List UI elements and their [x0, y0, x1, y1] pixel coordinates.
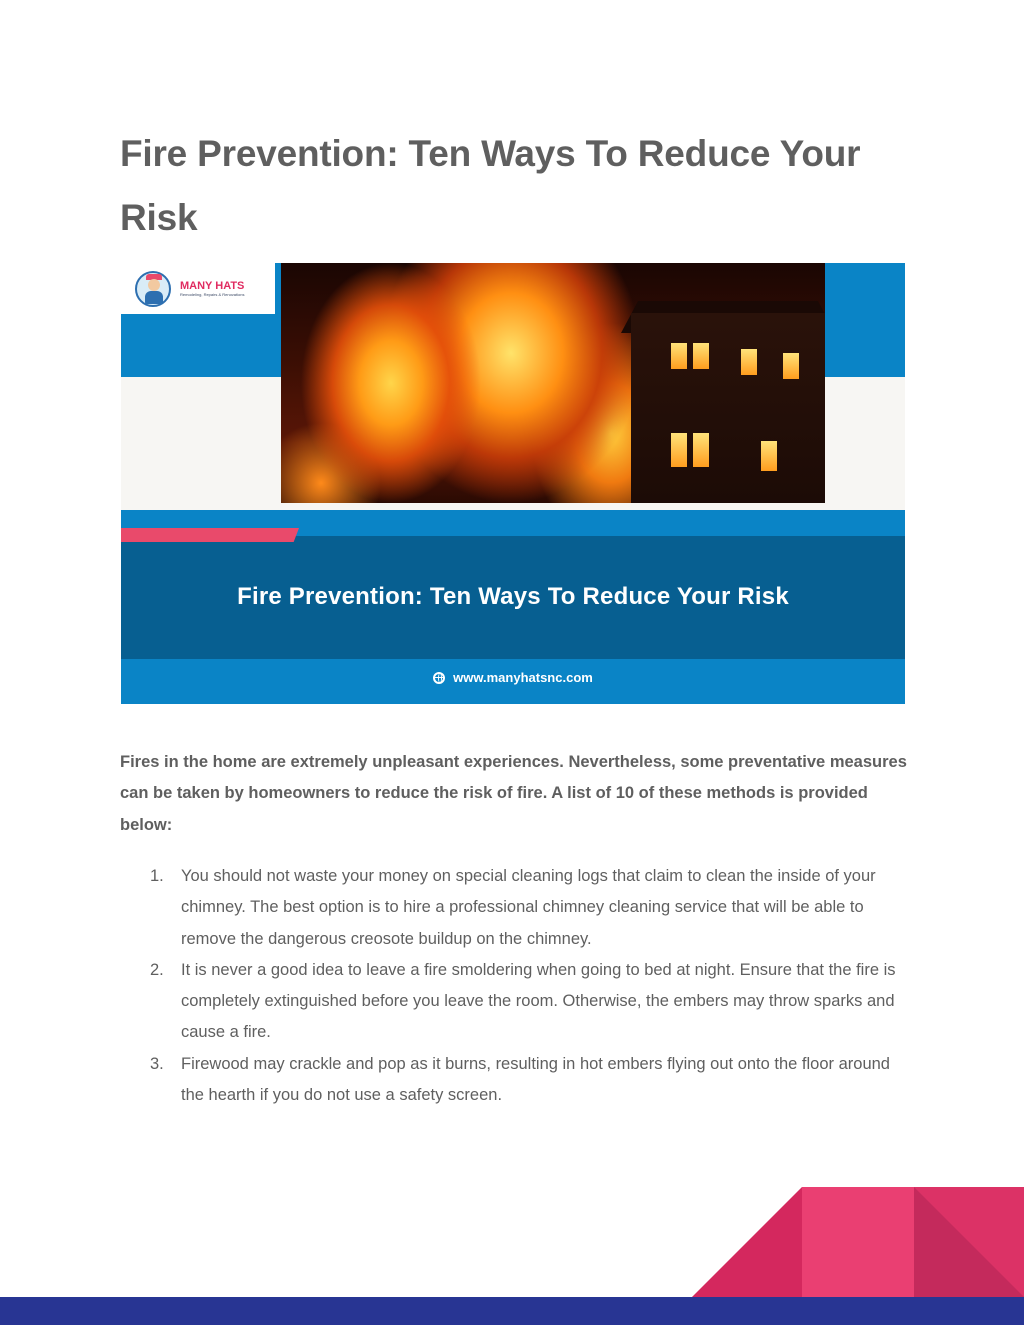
banner-url [121, 670, 905, 685]
list-item [0, 861, 901, 955]
corner-block-middle [802, 1187, 914, 1297]
page-title: Fire Prevention: Ten Ways To Reduce Your Risk [120, 133, 861, 238]
corner-block-shadow [914, 1187, 1024, 1297]
featured-banner-image [121, 263, 905, 704]
handyman-mascot-icon [135, 271, 171, 307]
corner-triangle-left [692, 1187, 802, 1297]
corner-block-right [914, 1187, 1024, 1297]
list-item [0, 955, 901, 1049]
banner-pink-stripe [121, 528, 299, 542]
logo-name: MANY HATS [180, 279, 245, 292]
intro-paragraph: Fires in the home are extremely unpleasant experiences. Nevertheless, some preventative measures can be taken by homeowners to reduce the risk of fire. A list of 10 of these methods is provided below: [120, 753, 907, 834]
brand-logo [121, 263, 275, 314]
banner-title: Fire Prevention: Ten Ways To Reduce Your Risk [237, 583, 789, 610]
list-item-number: 2. [150, 960, 164, 979]
list-item-text: It is never a good idea to leave a fire smoldering when going to bed at night. Ensure that the fire is completely extinguished before you leave the room. Otherwise, the embers may throw sparks and cause a fire. [181, 960, 896, 1042]
list-item-number: 1. [150, 867, 164, 885]
globe-icon [433, 672, 445, 684]
list-item-text: You should not waste your money on special cleaning logs that claim to clean the inside of your chimney. The best option is to hire a professional chimney cleaning service that will be able to remove the dangerous creosote buildup on the chimney. [181, 867, 876, 948]
logo-tagline: Remodeling, Repairs & Renovations [180, 291, 245, 297]
tips-list [0, 861, 1024, 1111]
footer-bar [0, 1297, 1024, 1325]
list-item-text: Firewood may crackle and pop as it burns, resulting in hot embers flying out onto the floor around the hearth if you do not use a safety screen. [181, 1054, 890, 1105]
burning-house-photo [281, 263, 825, 503]
website-url: www.manyhatsnc.com [453, 670, 593, 685]
list-item [0, 1049, 901, 1112]
list-item-number: 3. [150, 1054, 164, 1073]
